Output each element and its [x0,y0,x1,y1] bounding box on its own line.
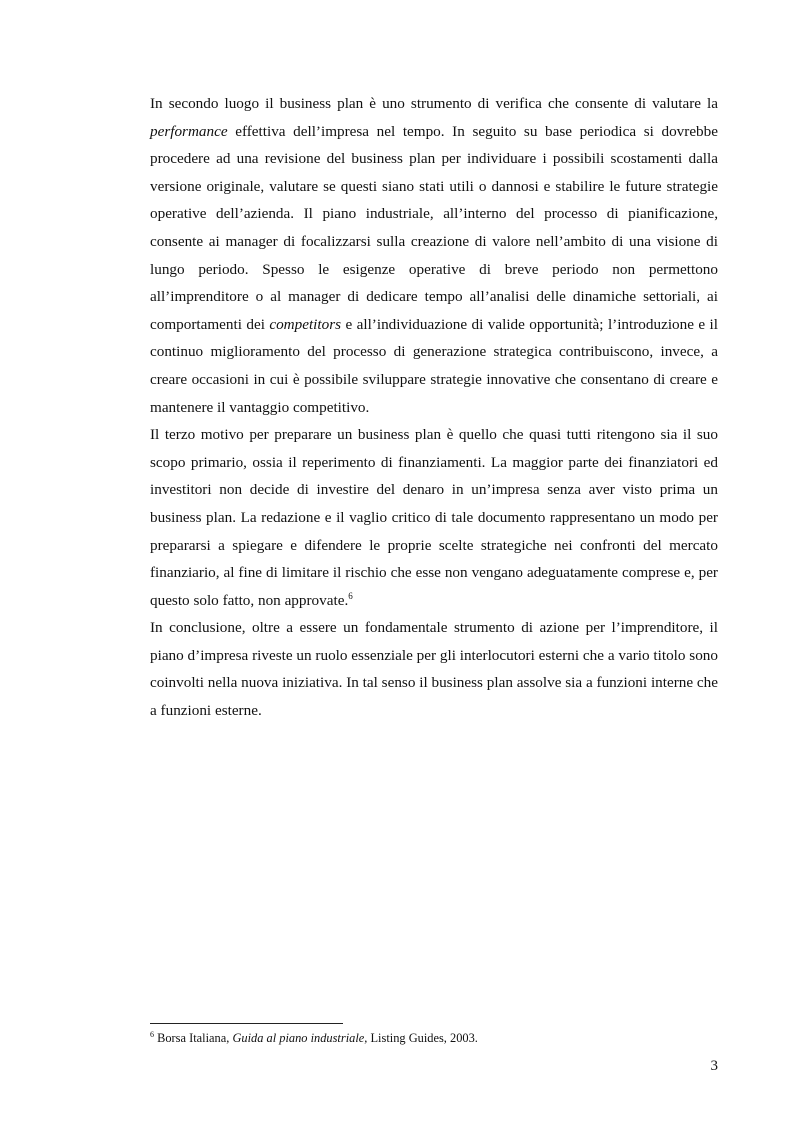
text-run: In conclusione, oltre a essere un fondamentale strumento di azione per l’imprenditore, il piano d’impresa riveste un ruolo essenziale per gli interlocutori esterni che a vario titolo sono coinvolti nella nuova iniziativa. In tal senso il business plan assolve sia a funzioni interne che a funzioni esterne. [150,619,718,720]
footnote-text: Listing Guides, 2003. [367,1031,478,1045]
italic-run: performance [150,122,228,140]
text-run: In secondo luogo il business plan è uno strumento di verifica che consente di valutare la [150,95,718,112]
paragraph-1 [150,90,718,421]
footnote [150,1030,718,1046]
footnote-title: Guida al piano industriale, [232,1031,368,1045]
footnote-reference[interactable]: 6 [348,590,353,601]
text-run: Il terzo motivo per preparare un business plan è quello che quasi tutti ritengono sia il suo scopo primario, ossia il reperimento di finanziamenti. La maggior parte dei finanziatori ed investitori non decide di investire del denaro in un’impresa senza aver visto prima un business plan. La redazione e il vaglio critico di tale documento rappresentano un modo per prepararsi a spiegare e difendere le proprie scelte strategiche nei confronti del mercato finanziario, al fine di limitare il rischio che esse non vengano adeguatamente comprese e, per questo solo fatto, non approvate. [150,426,718,609]
footnote-text: Borsa Italiana, [154,1031,233,1045]
text-run: effettiva dell’impresa nel tempo. In seguito su base periodica si dovrebbe procedere ad una revisione del business plan per individuare i possibili scostamenti dalla versione originale, valutare se questi siano stati utili o dannosi e stabilire le future strategie operative dell’azienda. Il piano industriale, all’interno del processo di pianificazione, consente ai manager di focalizzarsi sulla creazione di valore nell’ambito di una visione di lungo periodo. Spesso le esigenze operative di breve periodo non permettono all’imprenditore o al manager di dedicare tempo all’analisi delle dinamiche settoriali, ai comportamenti dei [150,122,718,333]
text-run: e all’individuazione di valide opportunità; l’introduzione e il continuo miglioramento del processo di generazione strategica contribuiscono, invece, a creare occasioni in cui è possibile sviluppare strategie innovative che consentano di creare e mantenere il vantaggio competitivo. [150,315,718,416]
page-number: 3 [710,1058,718,1074]
paragraph-2 [150,421,718,614]
paragraph-3 [150,614,718,724]
footnote-separator [150,1023,343,1024]
footnote-marker: 6 [150,1029,154,1039]
body-text [150,90,718,725]
italic-run: competitors [269,315,342,333]
